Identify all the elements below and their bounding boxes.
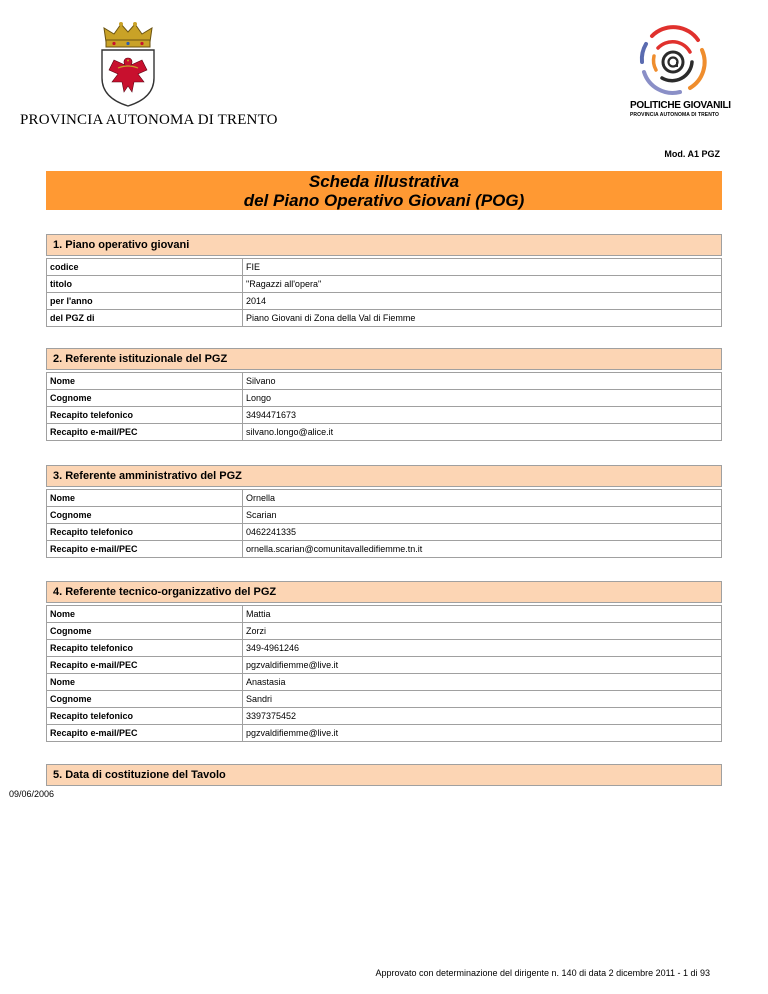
row-value: pgzvaldifiemme@live.it (243, 657, 722, 674)
document-title-line-1: Scheda illustrativa (308, 172, 460, 191)
row-value: Piano Giovani di Zona della Val di Fiemme (243, 310, 722, 327)
row-value: pgzvaldifiemme@live.it (243, 725, 722, 742)
section-referente-amministrativo (46, 465, 722, 558)
row-label: Cognome (47, 507, 243, 524)
section-referente-istituzionale (46, 348, 722, 441)
row-label: Recapito e-mail/PEC (47, 424, 243, 441)
row-label: per l'anno (47, 293, 243, 310)
politiche-giovanili-logo (620, 22, 740, 132)
politiche-giovanili-swirl-icon (632, 22, 712, 98)
document-title-banner (46, 171, 722, 210)
row-label: Nome (47, 674, 243, 691)
row-value: Mattia (243, 606, 722, 623)
table-row (47, 293, 722, 310)
row-value: 0462241335 (243, 524, 722, 541)
table-row (47, 424, 722, 441)
row-label: del PGZ di (47, 310, 243, 327)
table-row (47, 259, 722, 276)
row-label: Recapito telefonico (47, 640, 243, 657)
table-row (47, 407, 722, 424)
row-value: 2014 (243, 293, 722, 310)
row-value: 3397375452 (243, 708, 722, 725)
row-label: Nome (47, 606, 243, 623)
pg-title: POLITICHE GIOVANILI (630, 100, 731, 111)
section-header: 2. Referente istituzionale del PGZ (46, 348, 722, 370)
section-header: 5. Data di costituzione del Tavolo (46, 764, 722, 786)
section-header: 1. Piano operativo giovani (46, 234, 722, 256)
row-label: Recapito telefonico (47, 708, 243, 725)
row-label: Recapito e-mail/PEC (47, 657, 243, 674)
pat-logo (20, 20, 278, 128)
model-reference: Mod. A1 PGZ (664, 149, 720, 159)
row-value: 3494471673 (243, 407, 722, 424)
row-label: Cognome (47, 623, 243, 640)
table-row (47, 708, 722, 725)
row-value: 349-4961246 (243, 640, 722, 657)
table-row (47, 606, 722, 623)
row-label: Recapito e-mail/PEC (47, 725, 243, 742)
table-row (47, 541, 722, 558)
costituzione-date: 09/06/2006 (9, 789, 55, 799)
document-title-line-2: del Piano Operativo Giovani (POG) (243, 191, 525, 210)
section-header: 4. Referente tecnico-organizzativo del PGZ (46, 581, 722, 603)
row-value: "Ragazzi all'opera" (243, 276, 722, 293)
table-row (47, 507, 722, 524)
row-label: Recapito telefonico (47, 524, 243, 541)
row-value: Ornella (243, 490, 722, 507)
row-label: Nome (47, 490, 243, 507)
row-label: titolo (47, 276, 243, 293)
row-label: codice (47, 259, 243, 276)
table-row (47, 674, 722, 691)
table-row (47, 490, 722, 507)
page-header (0, 0, 768, 140)
row-value: Anastasia (243, 674, 722, 691)
section-referente-tecnico (46, 581, 722, 742)
section-piano-operativo (46, 234, 722, 327)
row-value: FIE (243, 259, 722, 276)
table-row (47, 310, 722, 327)
row-label: Cognome (47, 390, 243, 407)
section-header: 3. Referente amministrativo del PGZ (46, 465, 722, 487)
section-table (46, 489, 722, 558)
section-table (46, 258, 722, 327)
table-row (47, 725, 722, 742)
row-label: Recapito e-mail/PEC (47, 541, 243, 558)
section-table (46, 605, 722, 742)
row-value: silvano.longo@alice.it (243, 424, 722, 441)
row-value: Longo (243, 390, 722, 407)
page-footer: Approvato con determinazione del dirigente n. 140 di data 2 dicembre 2011 - 1 di 93 (375, 968, 710, 978)
row-value: Zorzi (243, 623, 722, 640)
table-row (47, 623, 722, 640)
table-row (47, 640, 722, 657)
row-value: Silvano (243, 373, 722, 390)
row-label: Nome (47, 373, 243, 390)
row-value: Sandri (243, 691, 722, 708)
table-row (47, 373, 722, 390)
pg-subtitle: PROVINCIA AUTONOMA DI TRENTO (630, 112, 720, 118)
table-row (47, 524, 722, 541)
row-label: Cognome (47, 691, 243, 708)
row-value: ornella.scarian@comunitavalledifiemme.tn.it (243, 541, 722, 558)
table-row (47, 276, 722, 293)
section-table (46, 372, 722, 441)
table-row (47, 657, 722, 674)
section-data-costituzione (9, 764, 722, 799)
table-row (47, 390, 722, 407)
row-label: Recapito telefonico (47, 407, 243, 424)
row-value: Scarian (243, 507, 722, 524)
table-row (47, 691, 722, 708)
trento-coat-of-arms-icon (88, 20, 168, 108)
pat-name: PROVINCIA AUTONOMA DI TRENTO (20, 112, 278, 128)
